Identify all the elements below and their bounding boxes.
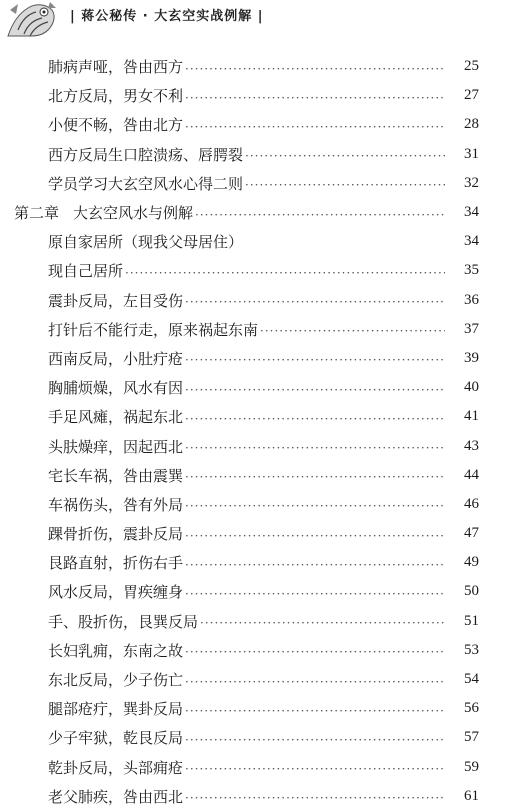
toc-entry-row[interactable] (0, 548, 515, 577)
toc-chapter-row[interactable] (0, 198, 515, 227)
toc-page-number: 27 (464, 87, 479, 104)
toc-entry-row[interactable] (0, 81, 515, 110)
toc-entry-row[interactable] (0, 110, 515, 139)
toc-entry-row[interactable] (0, 169, 515, 198)
toc-entry-title (0, 465, 183, 486)
toc-entry-text: 老父肺疾，咎由西北 (48, 787, 184, 806)
toc-entry-row[interactable] (0, 519, 515, 548)
toc-entry-title (0, 319, 258, 340)
toc-entry-text: 宅长车祸，咎由震巽 (48, 466, 184, 485)
toc-entry-text: 艮路直射，折伤右手 (48, 554, 184, 573)
toc-entry-title (0, 85, 183, 106)
dot-leader (185, 675, 445, 689)
toc-entry-title (0, 698, 183, 719)
table-of-contents (0, 52, 515, 811)
toc-entry-text: 小便不畅，咎由北方 (48, 116, 184, 135)
dot-leader (185, 295, 445, 309)
toc-entry-row[interactable] (0, 431, 515, 460)
toc-entry-title (0, 523, 183, 544)
dot-leader (185, 558, 445, 572)
toc-entry-row[interactable] (0, 52, 515, 81)
toc-page-number: 56 (464, 700, 479, 717)
dot-leader (185, 733, 445, 747)
toc-page-number: 39 (464, 349, 479, 366)
toc-entry-title (0, 669, 183, 690)
toc-entry-title (0, 436, 183, 457)
dot-leader (245, 178, 445, 192)
toc-entry-title (0, 202, 193, 223)
toc-page-number: 51 (464, 612, 479, 629)
toc-entry-title (0, 290, 183, 311)
toc-entry-title (0, 56, 183, 77)
toc-entry-row[interactable] (0, 402, 515, 431)
toc-page-number: 47 (464, 525, 479, 542)
toc-page-number: 53 (464, 641, 479, 658)
dot-leader (185, 441, 445, 455)
toc-entry-text: 手、股折伤，艮巽反局 (48, 612, 199, 631)
toc-entry-text: 手足风瘫，祸起东北 (48, 408, 184, 427)
chapter-number: 第二章 (14, 204, 60, 223)
toc-entry-text: 大玄空风水与例解 (73, 204, 194, 223)
toc-page-number: 32 (464, 174, 479, 191)
toc-entry-text: 现自己居所 (48, 262, 124, 281)
dot-leader (185, 791, 445, 805)
toc-entry-title (0, 348, 183, 369)
dot-leader (185, 529, 445, 543)
dot-leader (185, 62, 445, 76)
toc-entry-text: 长妇乳痈，东南之故 (48, 641, 184, 660)
toc-entry-title (0, 640, 183, 661)
dot-leader (185, 383, 445, 397)
dot-leader (185, 499, 445, 513)
toc-entry-text: 西南反局，小肚疔疮 (48, 349, 184, 368)
toc-page-number: 36 (464, 291, 479, 308)
toc-page-number: 59 (464, 758, 479, 775)
toc-entry-title (0, 552, 183, 573)
toc-entry-text: 胸脯烦燥，风水有因 (48, 379, 184, 398)
dot-leader (185, 91, 445, 105)
dot-leader (185, 412, 445, 426)
toc-entry-text: 打针后不能行走，原来祸起东南 (48, 320, 259, 339)
dot-leader (185, 353, 445, 367)
dot-leader (245, 149, 445, 163)
toc-page-number: 41 (464, 408, 479, 425)
toc-page-number: 37 (464, 320, 479, 337)
toc-entry-text: 头肤燥痒，因起西北 (48, 437, 184, 456)
toc-entry-row[interactable] (0, 636, 515, 665)
toc-page-number: 49 (464, 554, 479, 571)
toc-page-number: 28 (464, 116, 479, 133)
toc-entry-title (0, 494, 183, 515)
toc-entry-row[interactable] (0, 227, 515, 256)
toc-entry-title (0, 727, 183, 748)
toc-entry-text: 东北反局，少子伤亡 (48, 671, 184, 690)
toc-entry-title (0, 786, 183, 807)
dot-leader (185, 704, 445, 718)
toc-entry-row[interactable] (0, 694, 515, 723)
toc-entry-row[interactable] (0, 607, 515, 636)
toc-entry-text: 肺病声哑，咎由西方 (48, 58, 184, 77)
toc-entry-text: 西方反局生口腔溃疡、唇腭裂 (48, 145, 244, 164)
toc-entry-title (0, 114, 183, 135)
toc-page-number: 54 (464, 671, 479, 688)
toc-page-number: 46 (464, 495, 479, 512)
toc-entry-row[interactable] (0, 315, 515, 344)
toc-page-number: 57 (464, 729, 479, 746)
toc-entry-row[interactable] (0, 782, 515, 811)
dot-leader (185, 470, 445, 484)
toc-entry-row[interactable] (0, 461, 515, 490)
toc-page-number: 50 (464, 583, 479, 600)
dot-leader (185, 120, 445, 134)
dot-leader (185, 762, 445, 776)
toc-page-number: 43 (464, 437, 479, 454)
toc-entry-text: 风水反局，胃疾缠身 (48, 583, 184, 602)
toc-entry-text: 学员学习大玄空风水心得二则 (48, 174, 244, 193)
toc-entry-title (0, 757, 183, 778)
toc-entry-row[interactable] (0, 753, 515, 782)
running-header-title: | 蒋公秘传 · 大玄空实战例解 | (70, 9, 264, 24)
toc-entry-text: 少子牢狱，乾艮反局 (48, 729, 184, 748)
dot-leader (195, 208, 445, 222)
toc-entry-text: 北方反局，男女不利 (48, 87, 184, 106)
page-header (0, 0, 515, 40)
toc-entry-row[interactable] (0, 577, 515, 606)
toc-page-number: 34 (464, 233, 479, 250)
dot-leader (185, 587, 445, 601)
toc-entry-title (0, 231, 243, 252)
toc-page-number: 34 (464, 204, 479, 221)
toc-page-number: 44 (464, 466, 479, 483)
toc-entry-row[interactable] (0, 373, 515, 402)
toc-entry-text: 震卦反局，左目受伤 (48, 291, 184, 310)
toc-page-number: 40 (464, 379, 479, 396)
toc-entry-row[interactable] (0, 140, 515, 169)
toc-entry-row[interactable] (0, 490, 515, 519)
toc-entry-row[interactable] (0, 256, 515, 285)
toc-entry-row[interactable] (0, 723, 515, 752)
toc-entry-text: 踝骨折伤，震卦反局 (48, 525, 184, 544)
bagua-mascot-icon (4, 0, 58, 38)
toc-entry-title (0, 260, 123, 281)
toc-entry-title (0, 406, 183, 427)
dot-leader (260, 324, 445, 338)
dot-leader (200, 616, 445, 630)
toc-entry-row[interactable] (0, 344, 515, 373)
toc-entry-title (0, 173, 243, 194)
toc-page-number: 35 (464, 262, 479, 279)
dot-leader (185, 645, 445, 659)
toc-entry-text: 原自家居所（现我父母居住） (48, 233, 244, 252)
toc-page-number: 31 (464, 145, 479, 162)
toc-entry-row[interactable] (0, 286, 515, 315)
toc-entry-title (0, 611, 198, 632)
toc-page-number: 25 (464, 58, 479, 75)
toc-page-number: 61 (464, 787, 479, 804)
toc-entry-row[interactable] (0, 665, 515, 694)
toc-entry-text: 腿部疮疔，巽卦反局 (48, 700, 184, 719)
toc-entry-text: 乾卦反局，头部痈疮 (48, 758, 184, 777)
dot-leader (125, 266, 445, 280)
toc-entry-text: 车祸伤头，咎有外局 (48, 495, 184, 514)
toc-entry-title (0, 144, 243, 165)
toc-entry-title (0, 581, 183, 602)
toc-entry-title (0, 377, 183, 398)
